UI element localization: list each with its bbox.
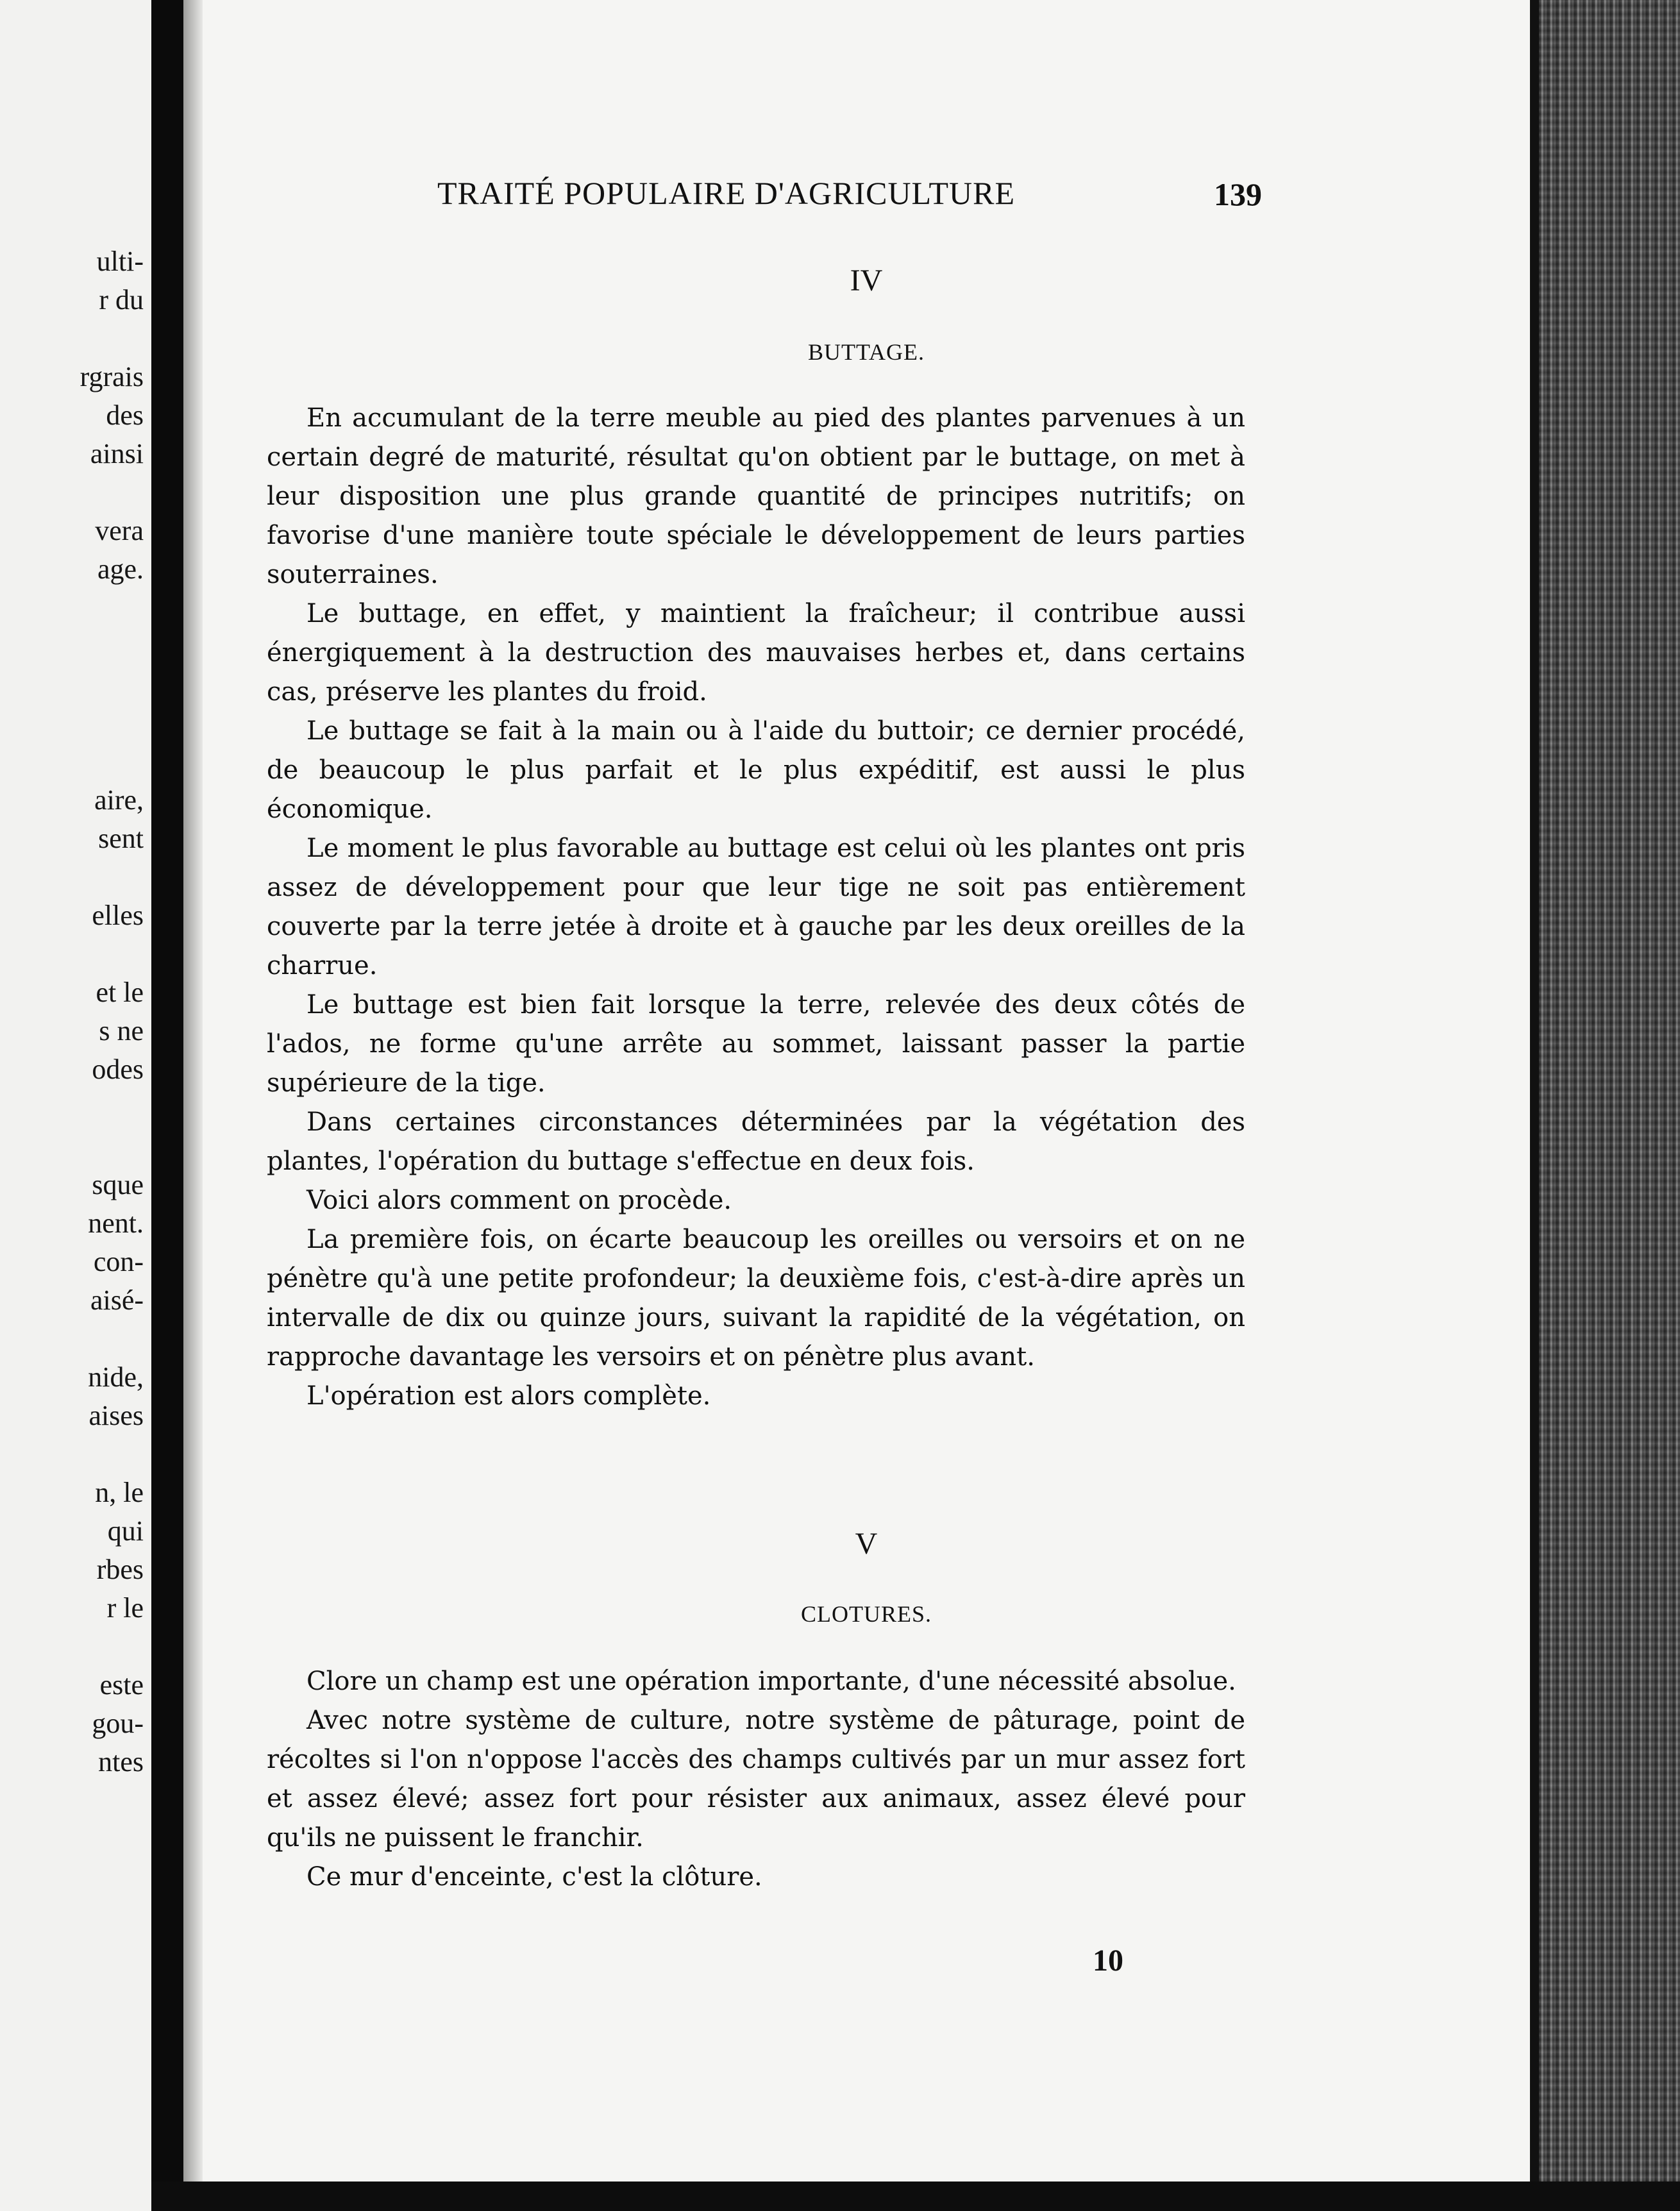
left-fragment: aises [88, 1400, 144, 1431]
left-fragment: gou- [92, 1708, 144, 1739]
left-fragment: s ne [99, 1015, 144, 1047]
left-fragment: nent. [88, 1207, 144, 1239]
paragraph: Ce mur d'enceinte, c'est la clôture. [307, 1862, 762, 1892]
left-fragment: elles [92, 900, 144, 931]
section-title: BUTTAGE. [807, 339, 925, 365]
left-fragment: r le [106, 1592, 144, 1624]
previous-page-edge [0, 0, 151, 2211]
left-fragment: sque [92, 1169, 144, 1200]
page-number: 139 [1214, 176, 1262, 212]
paragraph: Voici alors comment on procède. [307, 1186, 732, 1215]
left-fragment: ulti- [96, 246, 144, 277]
left-fragment: vera [95, 515, 144, 546]
section-body [267, 1662, 1245, 1897]
paragraph: Le buttage, en effet, y maintient la fraîcheur; il contribue aussi énergiquement à la destruction des mauvaises herbes et, dans certains cas, préserve les plantes du froid. [267, 599, 1245, 707]
left-fragment: ntes [98, 1746, 144, 1778]
left-fragment: aisé- [90, 1284, 144, 1316]
left-fragment: des [106, 399, 144, 431]
left-fragment: r du [99, 284, 144, 315]
left-fragment: nide, [88, 1361, 144, 1393]
left-fragment: et le [96, 977, 144, 1008]
left-fragment: este [99, 1669, 144, 1701]
paragraph: Le buttage se fait à la main ou à l'aide du buttoir; ce dernier procédé, de beaucoup le plus parfait et le plus expéditif, est aussi le plus économique. [267, 716, 1245, 824]
section-number: IV [850, 264, 883, 298]
running-title: TRAITÉ POPULAIRE D'AGRICULTURE [437, 175, 1016, 211]
paragraph: Dans certaines circonstances déterminées par la végétation des plantes, l'opération du buttage s'effectue en deux fois. [267, 1107, 1245, 1176]
page-block-edge [1530, 0, 1680, 2211]
left-fragment: rgrais [80, 361, 144, 392]
book-gutter [151, 0, 183, 2211]
paragraph: L'opération est alors complète. [307, 1381, 711, 1411]
section-body [267, 399, 1245, 1416]
paragraph: Avec notre système de culture, notre système de pâturage, point de récoltes si l'on n'oppose l'accès des champs cultivés par un mur assez fort et assez élevé; assez fort pour résister aux animaux, assez élevé pour qu'ils ne puissent le franchir. [267, 1706, 1245, 1853]
paragraph: En accumulant de la terre meuble au pied des plantes parvenues à un certain degré de maturité, résultat qu'on obtient par le buttage, on met à leur disposition une plus grande quantité de principes nutritifs; on favorise d'une manière toute spéciale le développement de leurs parties souterraines. [267, 403, 1245, 589]
signature-mark: 10 [1093, 1944, 1123, 1978]
left-fragment: ainsi [90, 438, 144, 469]
left-fragment: aire, [94, 784, 144, 816]
section-number: V [855, 1527, 878, 1561]
paragraph: Le moment le plus favorable au buttage est celui où les plantes ont pris assez de développement pour que leur tige ne soit pas entièrement couverte par la terre jetée à droite et à gauche par les deux oreilles de la charrue. [267, 834, 1245, 980]
section-title: CLOTURES. [800, 1601, 932, 1627]
left-fragment: odes [92, 1054, 144, 1085]
gutter-shadow [183, 0, 203, 2211]
left-fragment: rbes [96, 1554, 144, 1585]
left-fragment: qui [107, 1515, 144, 1547]
scan-bottom-border [151, 2182, 1680, 2211]
running-header [437, 174, 1262, 219]
left-fragment: n, le [95, 1477, 144, 1508]
left-fragment: sent [98, 823, 144, 854]
left-fragment: age. [97, 553, 144, 585]
paragraph: La première fois, on écarte beaucoup les oreilles ou versoirs et on ne pénètre qu'à une petite profondeur; la deuxième fois, c'est-à-dire après un intervalle de dix ou quinze jours, suivant la rapidité de la végétation, on rapproche davantage les versoirs et on pénètre plus avant. [267, 1225, 1245, 1372]
paragraph: Le buttage est bien fait lorsque la terre, relevée des deux côtés de l'ados, ne forme qu'une arrête au sommet, laissant passer la partie supérieure de la tige. [267, 990, 1245, 1098]
paragraph: Clore un champ est une opération importante, d'une nécessité absolue. [307, 1667, 1236, 1696]
left-fragment: con- [93, 1246, 144, 1277]
